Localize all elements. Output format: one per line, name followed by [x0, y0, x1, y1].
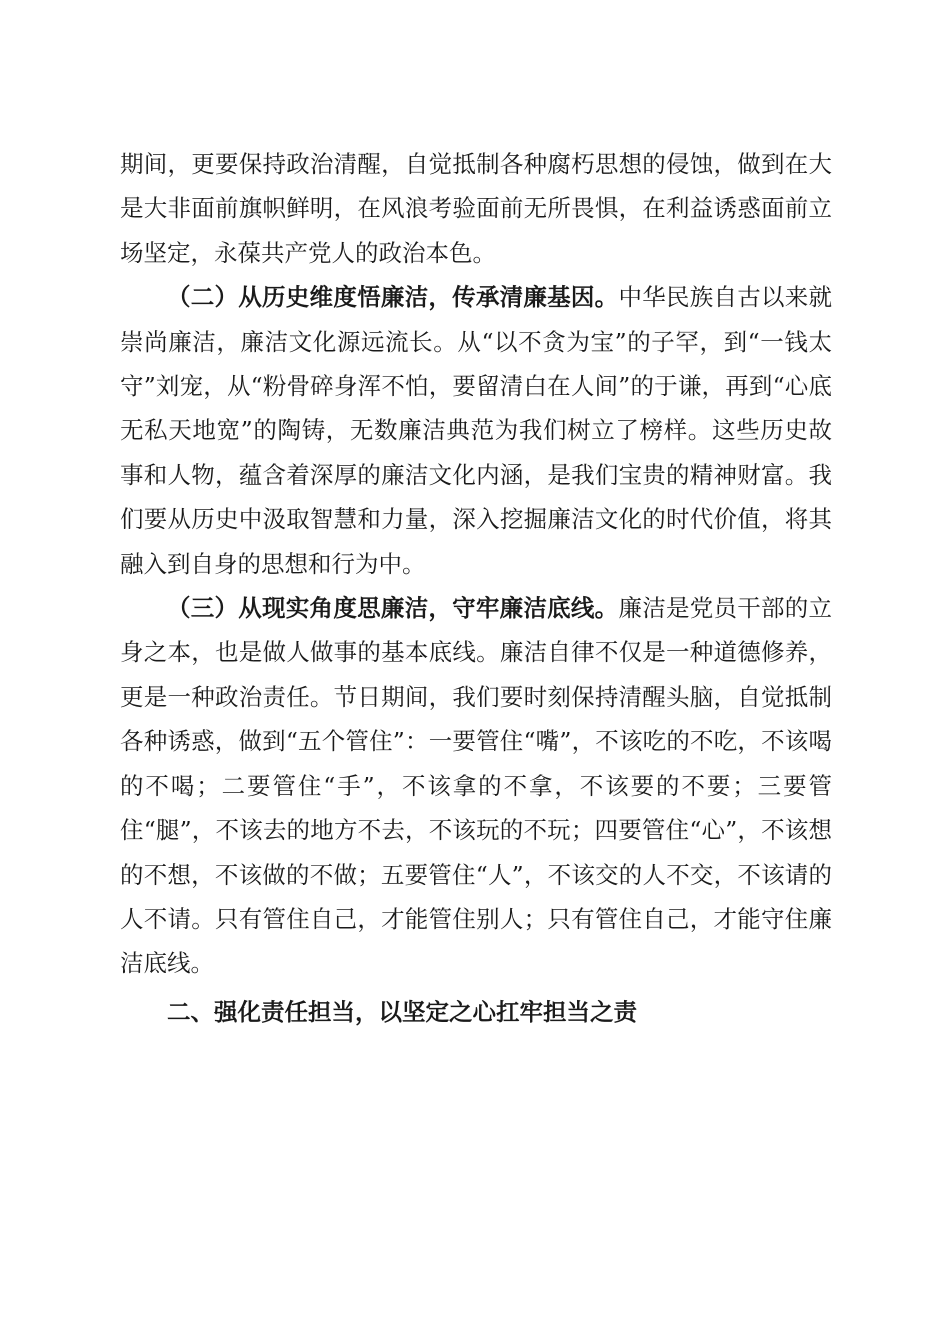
paragraph-reality: [120, 586, 832, 986]
paragraph-history-lead: （二）从历史维度悟廉洁，传承清廉基因。: [167, 283, 619, 312]
paragraph-reality-text: 廉洁是党员干部的立身之本，也是做人做事的基本底线。廉洁自律不仅是一种道德修养，更是一种政治责任。节日期间，我们要时刻保持清醒头脑，自觉抵制各种诱惑，做到“五个管住”：一要管住“嘴”，不该吃的不吃，不该喝的不喝；二要管住“手”，不该拿的不拿，不该要的不要；三要管住“腿”，不该去的地方不去，不该玩的不玩；四要管住“心”，不该想的不想，不该做的不做；五要管住“人”，不该交的人不交，不该请的人不请。只有管住自己，才能管住别人；只有管住自己，才能守住廉洁底线。: [120, 594, 833, 978]
paragraph-reality-lead: （三）从现实角度思廉洁，守牢廉洁底线。: [167, 594, 619, 623]
paragraph-history-text: 中华民族自古以来就崇尚廉洁，廉洁文化源远流长。从“以不贪为宝”的子罕，到“一钱太守”刘宠，从“粉骨碎身浑不怕，要留清白在人间”的于谦，再到“心底无私天地宽”的陶铸，无数廉洁典范为我们树立了榜样。这些历史故事和人物，蕴含着深厚的廉洁文化内涵，是我们宝贵的精神财富。我们要从历史中汲取智慧和力量，深入挖掘廉洁文化的时代价值，将其融入到自身的思想和行为中。: [120, 283, 833, 578]
paragraph-continuation: [120, 142, 832, 275]
paragraph-continuation-text: 期间，更要保持政治清醒，自觉抵制各种腐朽思想的侵蚀，做到在大是大非面前旗帜鲜明，在风浪考验面前无所畏惧，在利益诱惑面前立场坚定，永葆共产党人的政治本色。: [120, 150, 832, 267]
paragraph-history: [120, 275, 832, 586]
section-heading: 二、强化责任担当，以坚定之心扛牢担当之责: [167, 997, 637, 1026]
document-body: [120, 142, 832, 1034]
